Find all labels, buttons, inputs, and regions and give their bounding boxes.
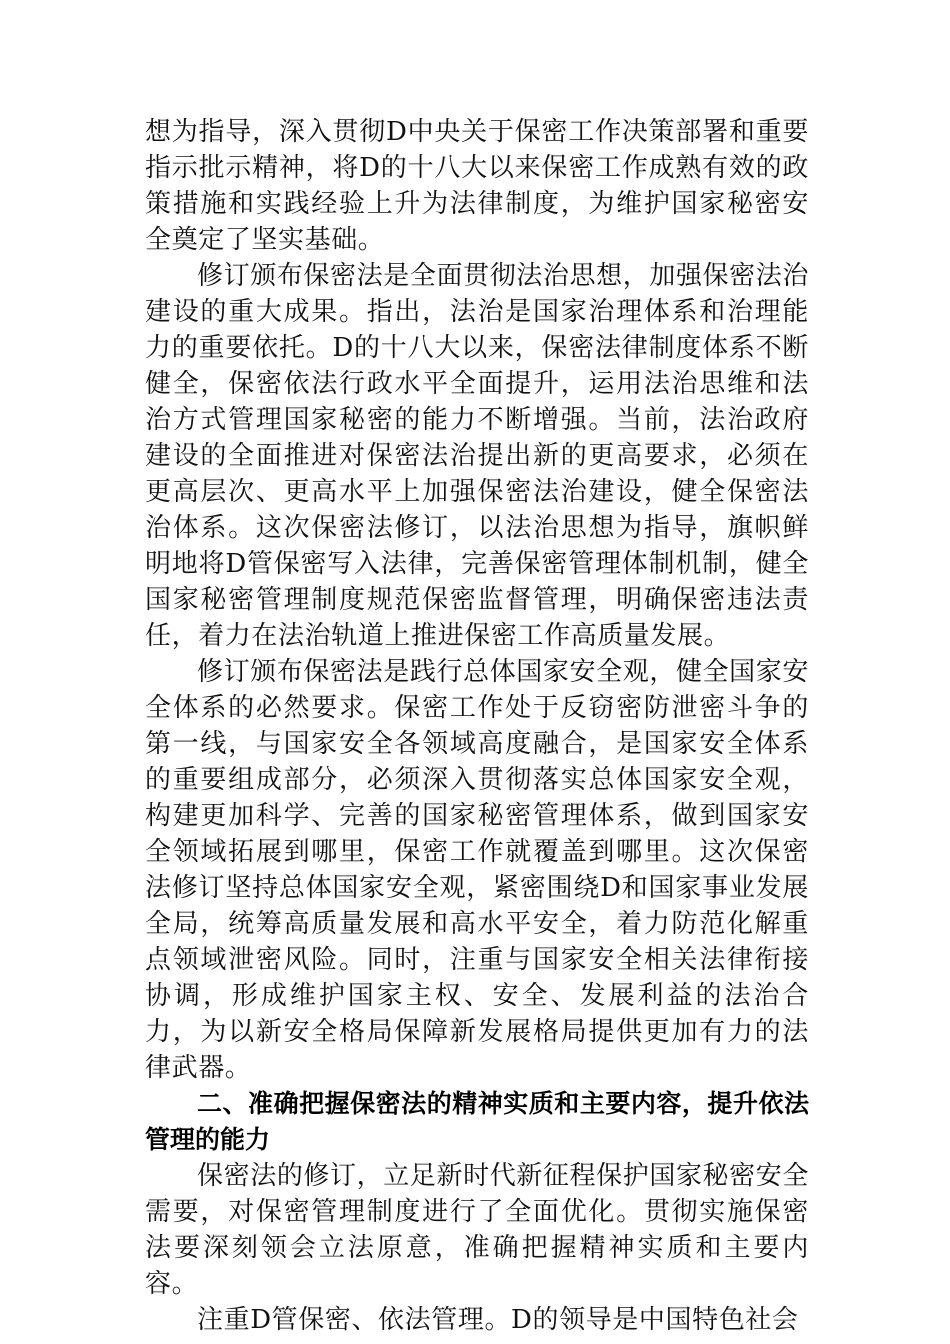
paragraph-continued: 想为指导，深入贯彻D中央关于保密工作决策部署和重要指示批示精神，将D的十八大以来保密工作成熟有效的政策措施和实践经验上升为法律制度，为维护国家秘密安全奠定了坚实基础。 [145, 117, 809, 255]
section-heading: 二、准确把握保密法的精神实质和主要内容，提升依法管理的能力 [145, 1089, 809, 1154]
document-body [145, 114, 809, 1338]
paragraph-rule-of-law: 修订颁布保密法是全面贯彻法治思想，加强保密法治建设的重大成果。指出，法治是国家治理体系和治理能力的重要依托。D的十八大以来，保密法律制度体系不断健全，保密依法行政水平全面提升，运用法治思维和法治方式管理国家秘密的能力不断增强。当前，法治政府建设的全面推进对保密法治提出新的更高要求，必须在更高层次、更高水平上加强保密法治建设，健全保密法治体系。这次保密法修订，以法治思想为指导，旗帜鲜明地将D管保密写入法律，完善保密管理体制机制，健全国家秘密管理制度规范保密监督管理，明确保密违法责任，着力在法治轨道上推进保密工作高质量发展。 [145, 261, 809, 651]
paragraph-national-security: 修订颁布保密法是践行总体国家安全观，健全国家安全体系的必然要求。保密工作处于反窃密防泄密斗争的第一线，与国家安全各领域高度融合，是国家安全体系的重要组成部分，必须深入贯彻落实总体国家安全观，构建更加科学、完善的国家秘密管理体系，做到国家安全领域拓展到哪里，保密工作就覆盖到哪里。这次保密法修订坚持总体国家安全观，紧密围绕D和国家事业发展全局，统筹高质量发展和高水平安全，着力防范化解重点领域泄密风险。同时，注重与国家安全相关法律衔接协调，形成维护国家主权、安全、发展利益的法治合力，为以新安全格局保障新发展格局提供更加有力的法律武器。 [145, 657, 809, 1083]
paragraph-party-leadership: 注重D管保密、依法管理。D的领导是中国特色社会 [197, 1305, 799, 1335]
paragraph-revision-overview: 保密法的修订，立足新时代新征程保护国家秘密安全需要，对保密管理制度进行了全面优化。贯彻实施保密法要深刻领会立法原意，准确把握精神实质和主要内容。 [145, 1161, 809, 1299]
